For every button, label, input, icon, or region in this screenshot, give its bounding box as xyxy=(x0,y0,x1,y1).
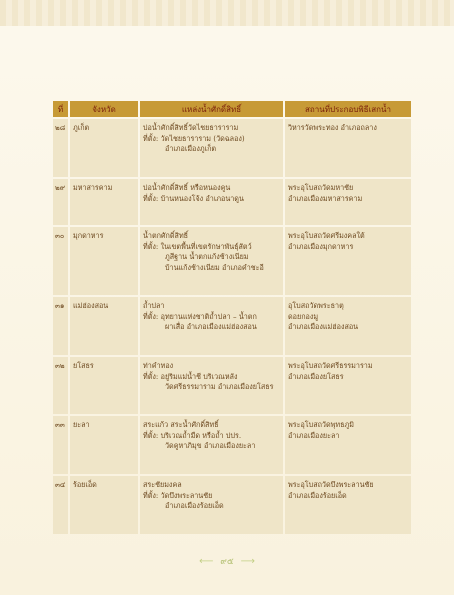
province-name: แม่ฮ่องสอน xyxy=(70,297,138,355)
table-row xyxy=(53,476,411,534)
table-row xyxy=(53,416,411,474)
table-row xyxy=(53,357,411,414)
left-arrow-icon: ⟵ xyxy=(199,555,214,567)
water-source-cell xyxy=(140,179,283,225)
ceremony-place-cell xyxy=(285,476,411,534)
ceremony-place-cell xyxy=(285,297,411,355)
water-source-line: ที่ตั้ง: บริเวณถ้ำมืด หรือถ้ำ ปปร. xyxy=(143,430,242,440)
water-source-line: ท่าคำทอง xyxy=(143,361,174,370)
ceremony-place-cell xyxy=(285,357,411,414)
ceremony-place-line: พระอุโบสถวัดศรีธรรมาราม xyxy=(288,361,373,370)
water-source-line: สระชัยมงคล xyxy=(143,480,182,489)
table-row xyxy=(53,297,411,355)
province-name: ภูเก็ต xyxy=(70,119,138,177)
water-source-cell xyxy=(140,297,283,355)
ceremony-place-line: อำเภอเมืองร้อยเอ็ด xyxy=(288,490,347,500)
ceremony-place-line: อำเภอเมืองยะลา xyxy=(288,430,340,440)
top-decorative-band xyxy=(0,0,454,27)
header-province: จังหวัด xyxy=(70,101,138,117)
ceremony-place-line: อุโบสถวัดพระธาตุ xyxy=(288,301,344,310)
row-number: ๓๒ xyxy=(53,357,68,414)
province-name: มหาสารคาม xyxy=(70,179,138,225)
header-ceremony-place: สถานที่ประกอบพิธีเสกน้ำ xyxy=(285,101,411,117)
table-row xyxy=(53,119,411,177)
ceremony-place-line: พระอุโบสถวัดมหาชัย xyxy=(288,183,354,192)
water-source-line: วัดคูหาภิมุข อำเภอเมืองยะลา xyxy=(165,441,256,451)
ceremony-place-line: วิหารวัดพระทอง อำเภอถลาง xyxy=(288,123,377,132)
header-water-source: แหล่งน้ำศักดิ์สิทธิ์ xyxy=(140,101,283,117)
province-name: ยะลา xyxy=(70,416,138,474)
water-source-cell xyxy=(140,119,283,177)
ceremony-place-line: อำเภอเมืองมหาสารคาม xyxy=(288,193,363,203)
water-source-line: ภูสีฐาน น้ำตกแก้งช้างเนียม xyxy=(165,252,249,262)
header-no: ที่ xyxy=(53,101,68,117)
ceremony-place-line: อำเภอเมืองแม่ฮ่องสอน xyxy=(288,322,359,332)
ceremony-place-cell xyxy=(285,227,411,295)
ceremony-place-cell xyxy=(285,416,411,474)
table-header-row xyxy=(53,101,411,117)
water-source-cell xyxy=(140,476,283,534)
water-source-line: ถ้ำปลา xyxy=(143,301,165,310)
water-source-line: วัดศรีธรรมาราม อำเภอเมืองยโสธร xyxy=(165,382,274,392)
water-source-cell xyxy=(140,227,283,295)
water-source-line: บ่อน้ำศักดิ์สิทธิ์ หรือหนองคูน xyxy=(143,183,231,192)
water-source-line: ที่ตั้ง: บ้านหนองโจ้ง อำเภอนาดูน xyxy=(143,193,244,203)
water-source-line: น้ำตกศักดิ์สิทธิ์ xyxy=(143,231,189,240)
row-number: ๓๔ xyxy=(53,476,68,534)
row-number: ๓๓ xyxy=(53,416,68,474)
row-number: ๒๙ xyxy=(53,179,68,225)
ceremony-place-cell xyxy=(285,119,411,177)
water-source-line: ที่ตั้ง: อุทยานแห่งชาติถ้ำปลา – น้ำตก xyxy=(143,311,257,321)
province-name: ร้อยเอ็ด xyxy=(70,476,138,534)
water-source-line: บ้านแก้งช้างเนียม อำเภอคำชะอี xyxy=(165,262,264,272)
page-footer xyxy=(0,554,454,568)
ceremony-place-cell xyxy=(285,179,411,225)
ceremony-place-line: พระอุโบสถวัดศรีมงคลใต้ xyxy=(288,231,365,240)
water-source-line: อำเภอเมืองร้อยเอ็ด xyxy=(165,501,224,511)
row-number: ๓๐ xyxy=(53,227,68,295)
ceremony-place-line: พระอุโบสถวัดบึงพระลานชัย xyxy=(288,480,374,489)
table-row xyxy=(53,179,411,225)
water-source-line: อำเภอเมืองภูเก็ต xyxy=(165,144,217,154)
water-source-cell xyxy=(140,357,283,414)
page-number: ๙๕ xyxy=(220,557,234,567)
water-source-line: ที่ตั้ง: อยู่ริมแม่น้ำชี บริเวณหลัง xyxy=(143,371,238,381)
ceremony-place-line: อำเภอเมืองมุกดาหาร xyxy=(288,241,354,251)
water-source-line: ผาเสื่อ อำเภอเมืองแม่ฮ่องสอน xyxy=(165,322,257,332)
water-source-line: ที่ตั้ง: ในเขตพื้นที่เขตรักษาพันธุ์สัตว์ xyxy=(143,241,252,251)
ceremony-place-line: พระอุโบสถวัดพุทธภูมิ xyxy=(288,420,354,429)
table-row xyxy=(53,227,411,295)
water-source-cell xyxy=(140,416,283,474)
holy-water-table xyxy=(51,99,413,536)
row-number: ๒๘ xyxy=(53,119,68,177)
row-number: ๓๑ xyxy=(53,297,68,355)
province-name: ยโสธร xyxy=(70,357,138,414)
water-source-line: บ่อน้ำศักดิ์สิทธิ์วัดไชยธาราราม xyxy=(143,123,239,132)
water-source-line: สระแก้ว สระน้ำศักดิ์สิทธิ์ xyxy=(143,420,219,429)
water-source-line: ที่ตั้ง: วัดไชยธาราราม (วัดฉลอง) xyxy=(143,133,245,143)
province-name: มุกดาหาร xyxy=(70,227,138,295)
right-arrow-icon: ⟶ xyxy=(240,555,255,567)
ceremony-place-line: อำเภอเมืองยโสธร xyxy=(288,371,344,381)
ceremony-place-line: ดอยกองมู xyxy=(288,311,319,321)
water-source-line: ที่ตั้ง: วัดบึงพระลานชัย xyxy=(143,490,213,500)
